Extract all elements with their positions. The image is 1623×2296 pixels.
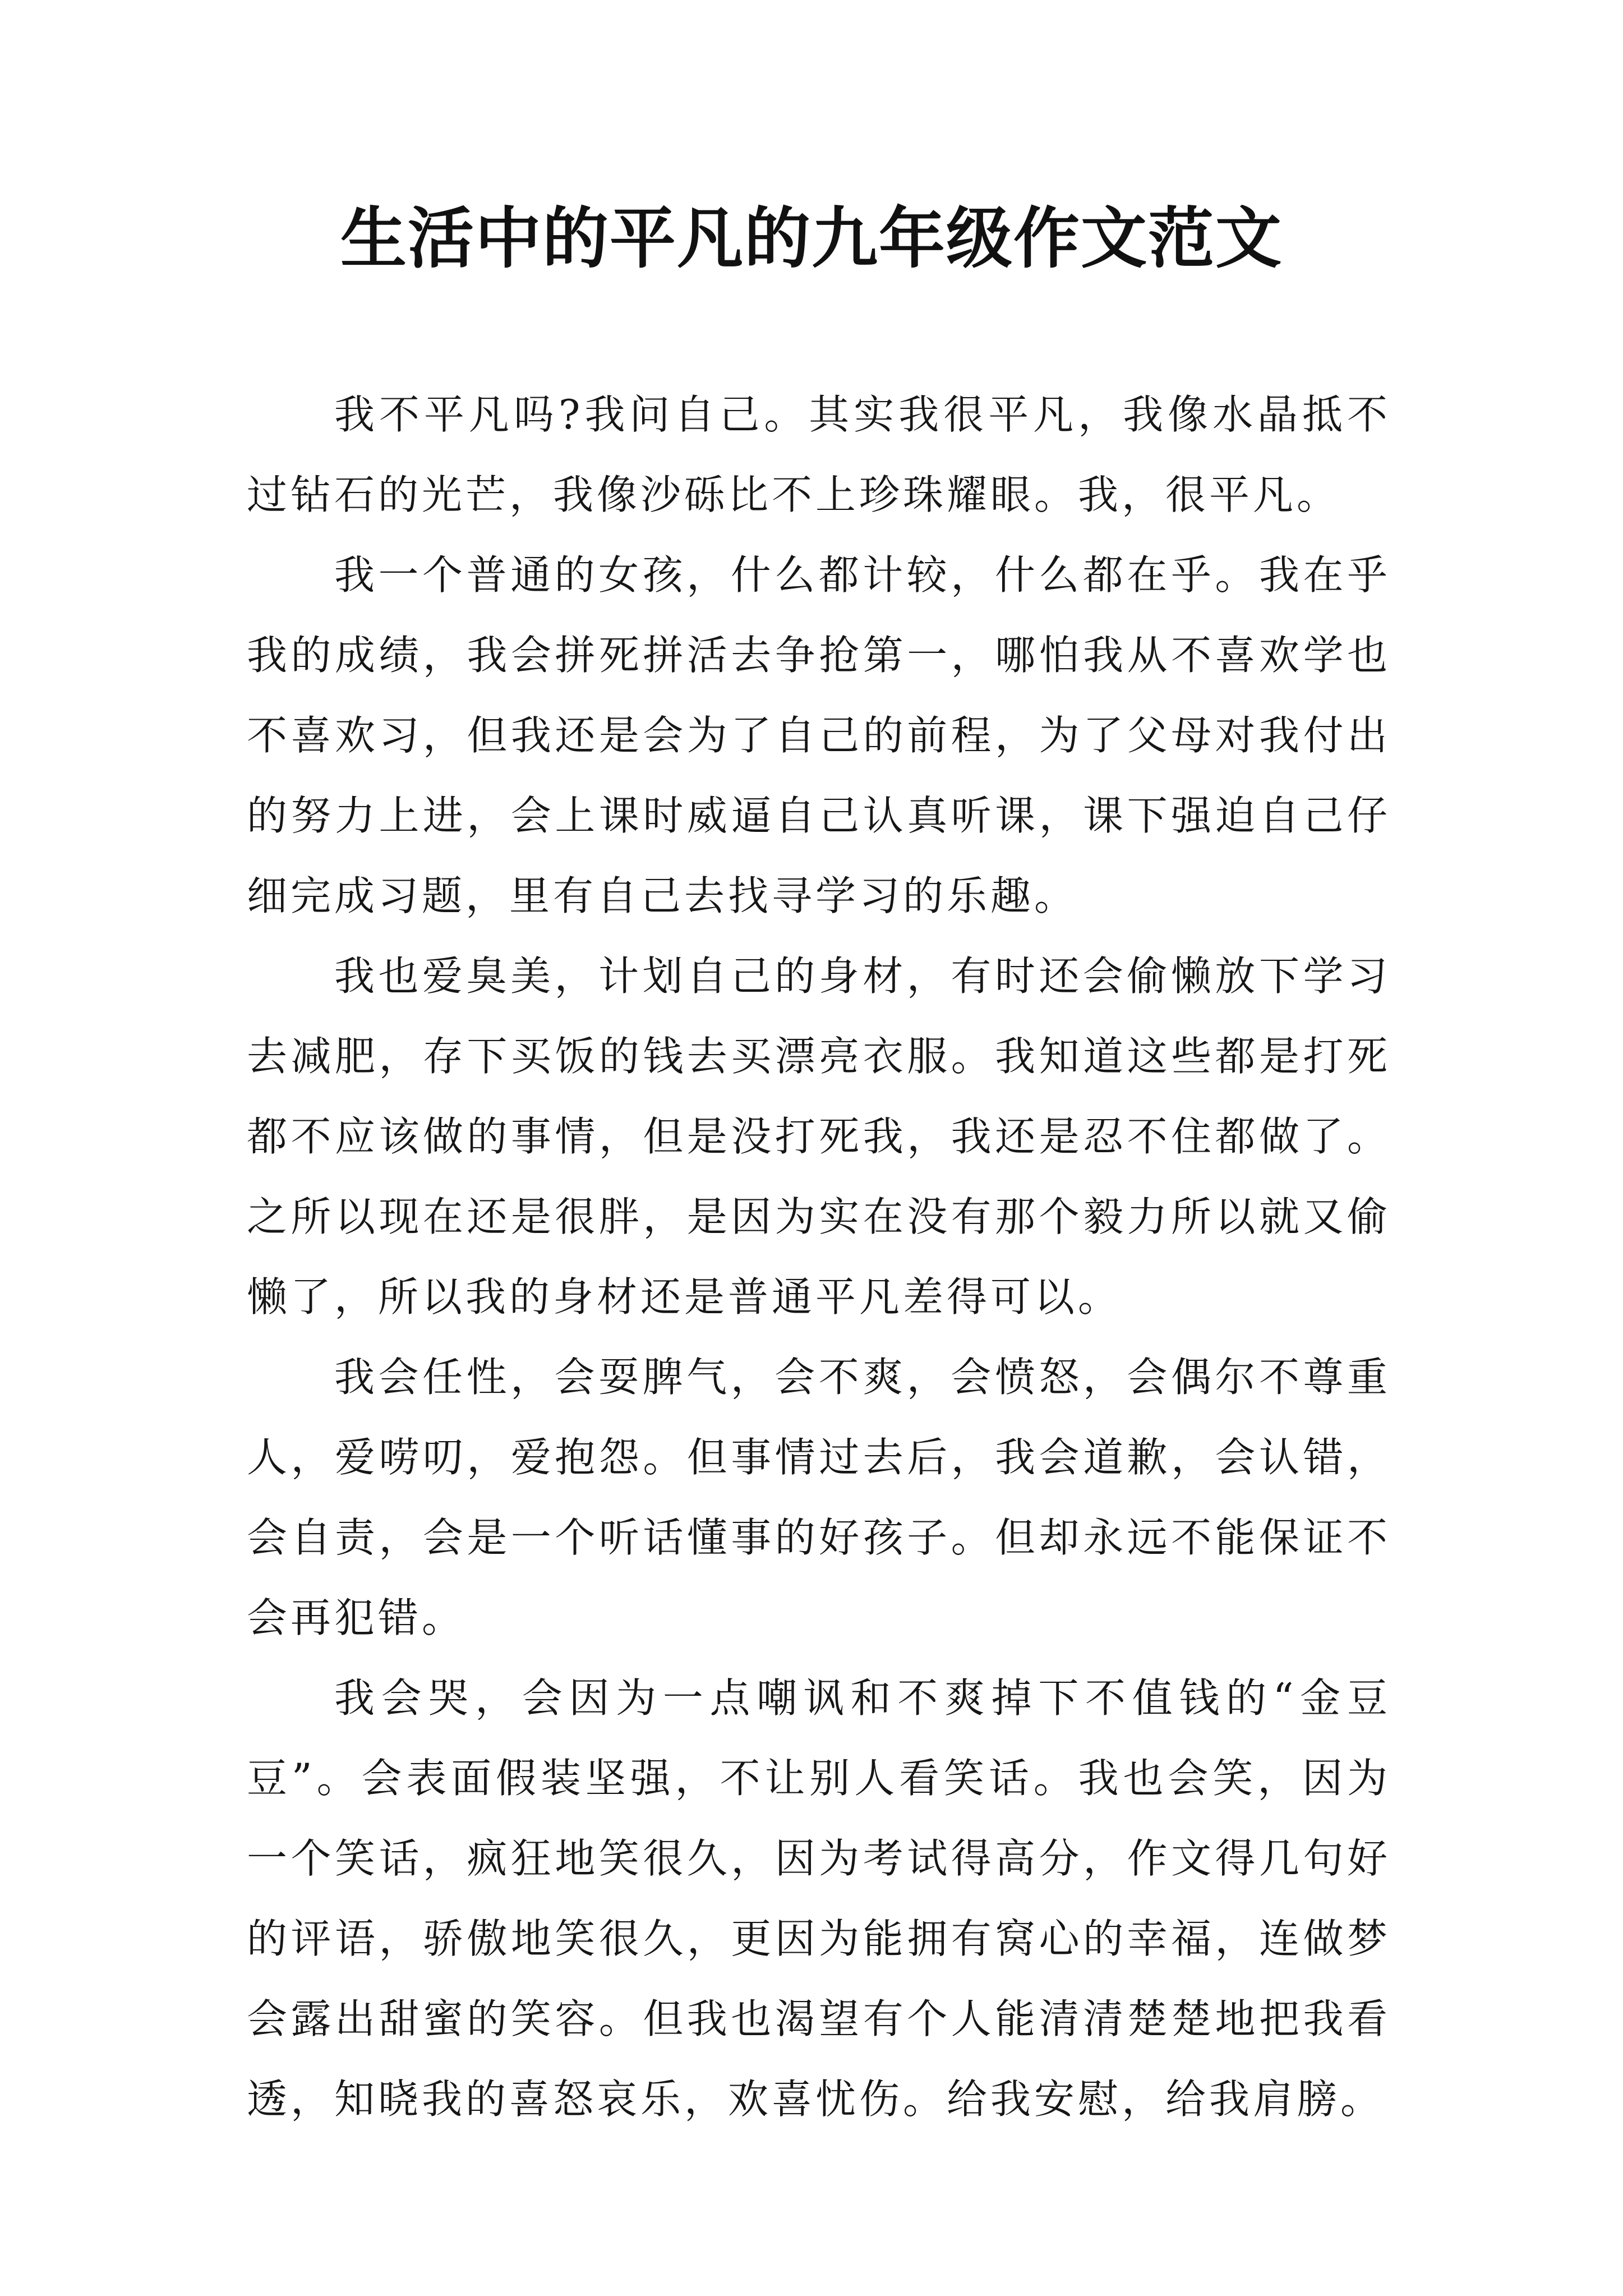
paragraph-2: 我一个普通的女孩，什么都计较，什么都在乎。我在乎我的成绩，我会拼死拼活去争抢第一，哪怕我从不喜欢学也不喜欢习，但我还是会为了自己的前程，为了父母对我付出的努力上进，会上课时威逼自己认真听课，课下强迫自己仔细完成习题，里有自己去找寻学习的乐趣。 xyxy=(247,551,1391,919)
paragraph-5: 我会哭，会因为一点嘲讽和不爽掉下不值钱的“金豆豆”。会表面假装坚强，不让别人看笑话。我也会笑，因为一个笑话，疯狂地笑很久，因为考试得高分，作文得几句好的评语，骄傲地笑很久，更因为能拥有窝心的幸福，连做梦会露出甜蜜的笑容。但我也渴望有个人能清清楚楚地把我看透，知晓我的喜怒哀乐，欢喜忧伤。给我安慰，给我肩膀。 xyxy=(247,1674,1391,2123)
paragraph-4: 我会任性，会耍脾气，会不爽，会愤怒，会偶尔不尊重人，爱唠叨，爱抱怨。但事情过去后，我会道歉，会认错，会自责，会是一个听话懂事的好孩子。但却永远不能保证不会再犯错。 xyxy=(247,1354,1391,1641)
paragraph-1: 我不平凡吗?我问自己。其实我很平凡，我像水晶抵不过钻石的光芒，我像沙砾比不上珍珠耀眼。我，很平凡。 xyxy=(247,391,1391,518)
paragraph-3: 我也爱臭美，计划自己的身材，有时还会偷懒放下学习去减肥，存下买饭的钱去买漂亮衣服。我知道这些都是打死都不应该做的事情，但是没打死我，我还是忍不住都做了。之所以现在还是很胖，是因为实在没有那个毅力所以就又偷懒了，所以我的身材还是普通平凡差得可以。 xyxy=(247,953,1391,1320)
document-title: 生活中的平凡的九年级作文范文 xyxy=(340,199,1283,277)
document-body xyxy=(247,375,1391,2139)
